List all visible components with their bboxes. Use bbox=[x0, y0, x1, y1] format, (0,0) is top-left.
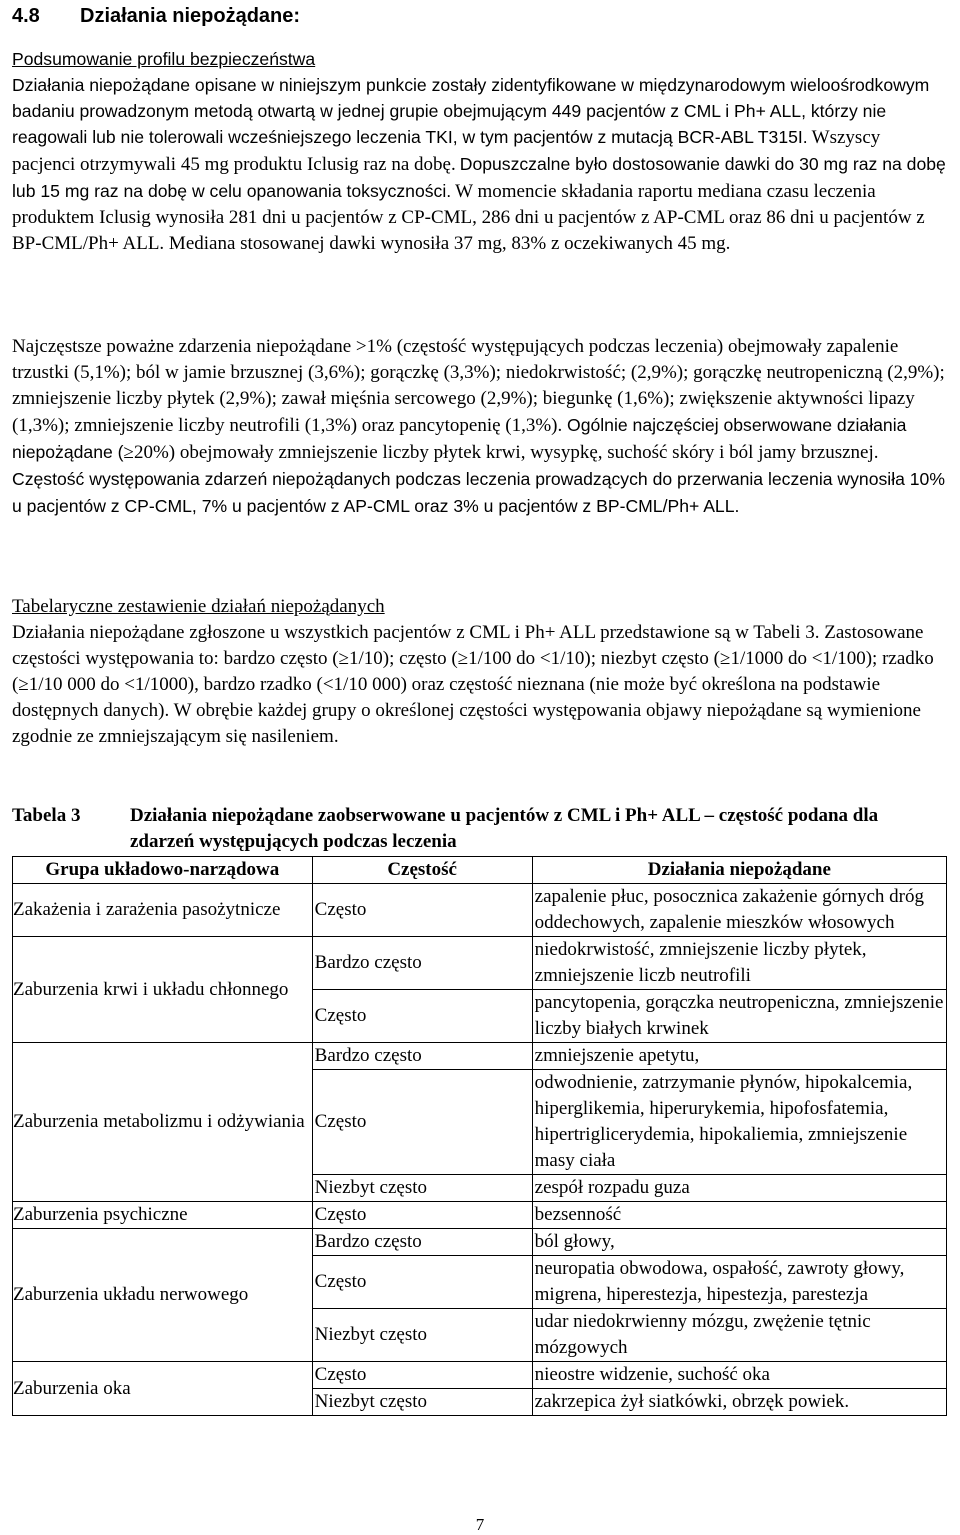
section-title: Działania niepożądane: bbox=[80, 5, 301, 27]
table-row bbox=[13, 884, 947, 937]
header-organ-class: Grupa układowo-narządowa bbox=[13, 857, 313, 884]
table-header-row bbox=[13, 857, 947, 884]
frequency-cell: Często bbox=[312, 1202, 532, 1229]
adverse-reactions-cell: zapalenie płuc, posocznica zakażenie górnych dróg oddechowych, zapalenie mieszków włosowych bbox=[532, 884, 946, 937]
frequency-cell: Niezbyt często bbox=[312, 1175, 532, 1202]
adverse-reactions-cell: pancytopenia, gorączka neutropeniczna, zmniejszenie liczby białych krwinek bbox=[532, 990, 946, 1043]
frequency-cell: Niezbyt często bbox=[312, 1309, 532, 1362]
ge-symbol: ≥ bbox=[18, 674, 29, 695]
frequency-cell: Często bbox=[312, 1070, 532, 1175]
frequent-events-paragraph bbox=[12, 334, 947, 520]
adverse-reactions-table bbox=[12, 856, 947, 1416]
header-adverse-reactions: Działania niepożądane bbox=[532, 857, 946, 884]
ge-symbol: ≥ bbox=[720, 648, 731, 669]
safety-profile-paragraph bbox=[12, 46, 947, 257]
ge-symbol: ≥ bbox=[338, 648, 350, 669]
organ-class-cell: Zaburzenia krwi i układu chłonnego bbox=[13, 937, 313, 1043]
adverse-reactions-cell: bezsenność bbox=[532, 1202, 946, 1229]
tabular-summary-paragraph bbox=[12, 594, 947, 750]
frequency-cell: Często bbox=[312, 884, 532, 937]
frequency-cell: Niezbyt często bbox=[312, 1389, 532, 1416]
adverse-reactions-cell: zmniejszenie apetytu, bbox=[532, 1043, 946, 1070]
section-number: 4.8 bbox=[12, 5, 40, 27]
organ-class-cell: Zaburzenia psychiczne bbox=[13, 1202, 313, 1229]
adverse-reactions-cell: zakrzepica żył siatkówki, obrzęk powiek. bbox=[532, 1389, 946, 1416]
frequent-events-text-2: Ogólnie najczęściej obserwowane działania niepożądane ( bbox=[12, 415, 907, 462]
table-caption-text: Działania niepożądane zaobserwowane u pacjentów z CML i Ph+ ALL – częstość podana dla zdarzeń występujących podczas leczenia bbox=[130, 805, 879, 852]
organ-class-cell: Zaburzenia oka bbox=[13, 1362, 313, 1416]
frequent-events-text-1: Najczęstsze poważne zdarzenia niepożądane >1% (częstość występujących podczas leczenia) obejmowały zapalenie trzustki (5,1%); ból w jamie brzusznej (3,6%); gorączkę (3,3%); niedokrwistość; (2,9%); gorączkę neutropeniczną (2,9%); zmniejszenie liczby płytek (2,9%); zawał mięśnia sercowego (2,9%); biegunkę (1,6%); zwiększenie aktywności lipazy (1,3%); zmniejszenie liczby neutrofili (1,3%) oraz pancytopenię (1,3%). bbox=[12, 336, 945, 436]
frequent-events-text-3: 20%) obejmowały zmniejszenie liczby płytek krwi, wysypkę, suchość skóry i ból jamy brzusznej. bbox=[133, 442, 879, 463]
tabular-text-2: 1/10); często ( bbox=[349, 648, 458, 669]
frequency-cell: Często bbox=[312, 1362, 532, 1389]
adverse-reactions-cell: niedokrwistość, zmniejszenie liczby płytek, zmniejszenie liczb neutrofili bbox=[532, 937, 946, 990]
frequency-cell: Często bbox=[312, 990, 532, 1043]
tabular-summary-heading: Tabelaryczne zestawienie działań niepożądanych bbox=[12, 596, 385, 617]
table-row bbox=[13, 937, 947, 990]
adverse-reactions-cell: odwodnienie, zatrzymanie płynów, hipokalcemia, hiperglikemia, hiperurykemia, hipofosfatemia, hipertriglicerydemia, hipokaliemia, zmniejszenie masy ciała bbox=[532, 1070, 946, 1175]
ge-symbol: ≥ bbox=[123, 442, 134, 463]
organ-class-cell: Zakażenia i zarażenia pasożytnicze bbox=[13, 884, 313, 937]
safety-profile-text-4: W momencie składania raportu mediana czasu leczenia produktem Iclusig wynosiła 281 dni u pacjentów z CP-CML, 286 dni u pacjentów z AP-CML oraz 86 dni u pacjentów z BP-CML/Ph+ ALL. Mediana stosowanej dawki wynosiła 37 mg, 83% z oczekiwanych 45 mg. bbox=[12, 181, 925, 254]
frequency-cell: Bardzo często bbox=[312, 1229, 532, 1256]
header-frequency: Częstość bbox=[312, 857, 532, 884]
table-label: Tabela 3 bbox=[12, 805, 81, 826]
adverse-reactions-cell: neuropatia obwodowa, ospałość, zawroty głowy, migrena, hiperestezja, hipestezja, parestezja bbox=[532, 1256, 946, 1309]
frequency-cell: Bardzo często bbox=[312, 937, 532, 990]
adverse-reactions-cell: udar niedokrwienny mózgu, zwężenie tętnic mózgowych bbox=[532, 1309, 946, 1362]
table-body bbox=[13, 884, 947, 1416]
safety-profile-text-1: Działania niepożądane opisane w niniejszym punkcie zostały zidentyfikowane w międzynarodowym wieloośrodkowym badaniu prowadzonym metodą otwartą w jednej grupie obejmującym 449 pacjentów z CML i Ph+ ALL, którzy nie reagowali lub nie tolerowali wcześniejszego leczenia TKI, w tym pacjentów z mutacją BCR-ABL T315I. bbox=[12, 75, 930, 147]
tabular-text-4: 1/1000 do <1/100); rzadko ( bbox=[12, 648, 934, 695]
page-number: 7 bbox=[475, 1515, 485, 1534]
adverse-reactions-cell: nieostre widzenie, suchość oka bbox=[532, 1362, 946, 1389]
organ-class-cell: Zaburzenia układu nerwowego bbox=[13, 1229, 313, 1362]
tabular-text-5: 1/10 000 do <1/1000), bardzo rzadko (<1/10 000) oraz częstość nieznana (nie może być określona na podstawie dostępnych danych). W obrębie każdej grupy o określonej częstości występowania objawy niepożądane są wymienione zgodnie ze zmniejszającym się nasileniem. bbox=[12, 674, 921, 747]
safety-profile-text-2: Wszyscy pacjenci otrzymywali 45 mg produktu Iclusig raz na dobę. bbox=[12, 127, 881, 175]
adverse-reactions-cell: ból głowy, bbox=[532, 1229, 946, 1256]
safety-profile-heading: Podsumowanie profilu bezpieczeństwa bbox=[12, 49, 316, 69]
section-heading bbox=[12, 5, 300, 28]
table-row bbox=[13, 1229, 947, 1256]
frequent-events-text-4: Częstość występowania zdarzeń niepożądanych podczas leczenia prowadzących do przerwania leczenia wynosiła 10% u pacjentów z CP-CML, 7% u pacjentów z AP-CML oraz 3% u pacjentów z BP-CML/Ph+ ALL. bbox=[12, 469, 945, 516]
tabular-text-1: Działania niepożądane zgłoszone u wszystkich pacjentów z CML i Ph+ ALL przedstawione są w Tabeli 3. Zastosowane częstości występowania to: bardzo często ( bbox=[12, 622, 924, 669]
table-row bbox=[13, 1043, 947, 1070]
safety-profile-text-3: Dopuszczalne było dostosowanie dawki do 30 mg raz na dobę lub 15 mg raz na dobę w celu opanowania toksyczności. bbox=[12, 154, 946, 201]
organ-class-cell: Zaburzenia metabolizmu i odżywiania bbox=[13, 1043, 313, 1202]
table-row bbox=[13, 1202, 947, 1229]
frequency-cell: Często bbox=[312, 1256, 532, 1309]
adverse-reactions-cell: zespół rozpadu guza bbox=[532, 1175, 946, 1202]
ge-symbol: ≥ bbox=[457, 648, 469, 669]
table-row bbox=[13, 1362, 947, 1389]
tabular-text-3: 1/100 do <1/10); niezbyt często ( bbox=[468, 648, 720, 669]
frequency-cell: Bardzo często bbox=[312, 1043, 532, 1070]
